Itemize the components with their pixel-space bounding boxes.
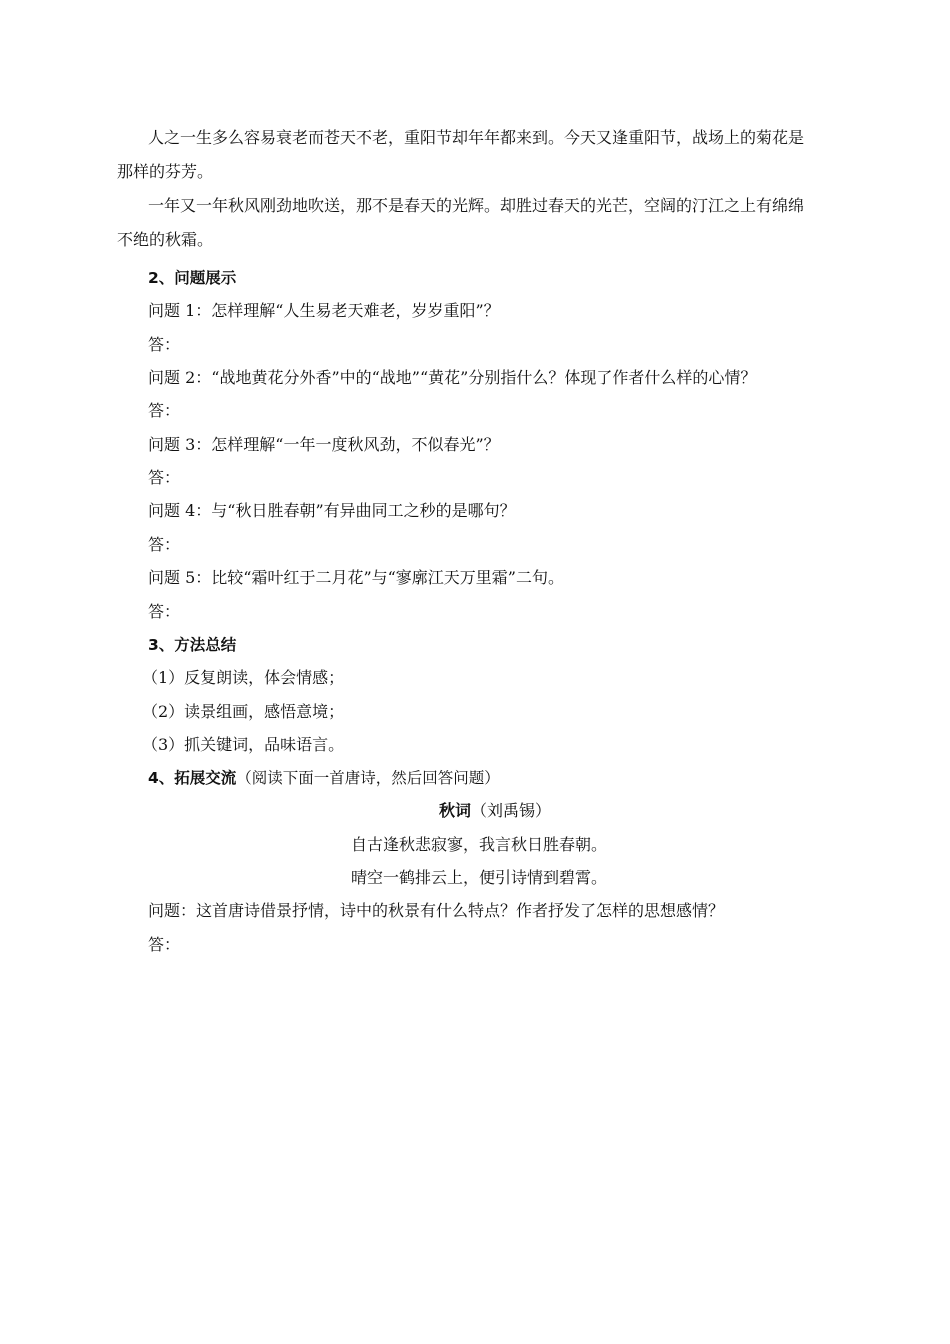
answer-1: 答： (148, 335, 181, 354)
method-item-1: （1）反复朗读，体会情感； (142, 668, 345, 687)
paragraph-1-line-2: 那样的芬芳。 (117, 162, 214, 181)
question-4: 问题 4：与“秋日胜春朝”有异曲同工之秒的是哪句？ (148, 501, 516, 520)
question-3: 问题 3：怎样理解“一年一度秋风劲，不似春光”？ (148, 435, 500, 454)
section-3-heading: 3、方法总结 (148, 636, 237, 654)
poem-title (0, 801, 950, 821)
paragraph-1-line-1: 人之一生多么容易衰老而苍天不老，重阳节却年年都来到。今天又逢重阳节，战场上的菊花是 (148, 128, 805, 147)
section-4-note: （阅读下面一首唐诗，然后回答问题） (236, 769, 500, 787)
poem-line-2: 晴空一鹤排云上，便引诗情到碧霄。 (350, 868, 607, 887)
extension-answer: 答： (148, 935, 181, 954)
poem-author: （刘禹锡） (471, 801, 552, 820)
answer-2: 答： (148, 401, 181, 420)
section-4-heading (148, 768, 500, 788)
answer-5: 答： (148, 602, 181, 621)
section-4-heading-text: 4、拓展交流 (148, 769, 237, 787)
question-1: 问题 1：怎样理解“人生易老天难老，岁岁重阳”？ (148, 301, 500, 320)
answer-3: 答： (148, 468, 181, 487)
question-2: 问题 2：“战地黄花分外香”中的“战地”“黄花”分别指什么？体现了作者什么样的心情？ (148, 368, 757, 387)
poem-line-1: 自古逢秋悲寂寥，我言秋日胜春朝。 (350, 835, 607, 854)
paragraph-2-line-1: 一年又一年秋风刚劲地吹送，那不是春天的光辉。却胜过春天的光芒，空阔的汀江之上有绵绵 (148, 196, 805, 215)
method-item-2: （2）读景组画，感悟意境； (142, 702, 345, 721)
question-5: 问题 5：比较“霜叶红于二月花”与“寥廓江天万里霜”二句。 (148, 568, 564, 587)
section-2-heading: 2、问题展示 (148, 269, 237, 287)
poem-title-text: 秋词 (438, 801, 471, 820)
extension-question: 问题：这首唐诗借景抒情，诗中的秋景有什么特点？作者抒发了怎样的思想感情？ (148, 901, 725, 920)
answer-4: 答： (148, 535, 181, 554)
method-item-3: （3）抓关键词，品味语言。 (142, 735, 345, 754)
paragraph-2-line-2: 不绝的秋霜。 (117, 230, 214, 249)
